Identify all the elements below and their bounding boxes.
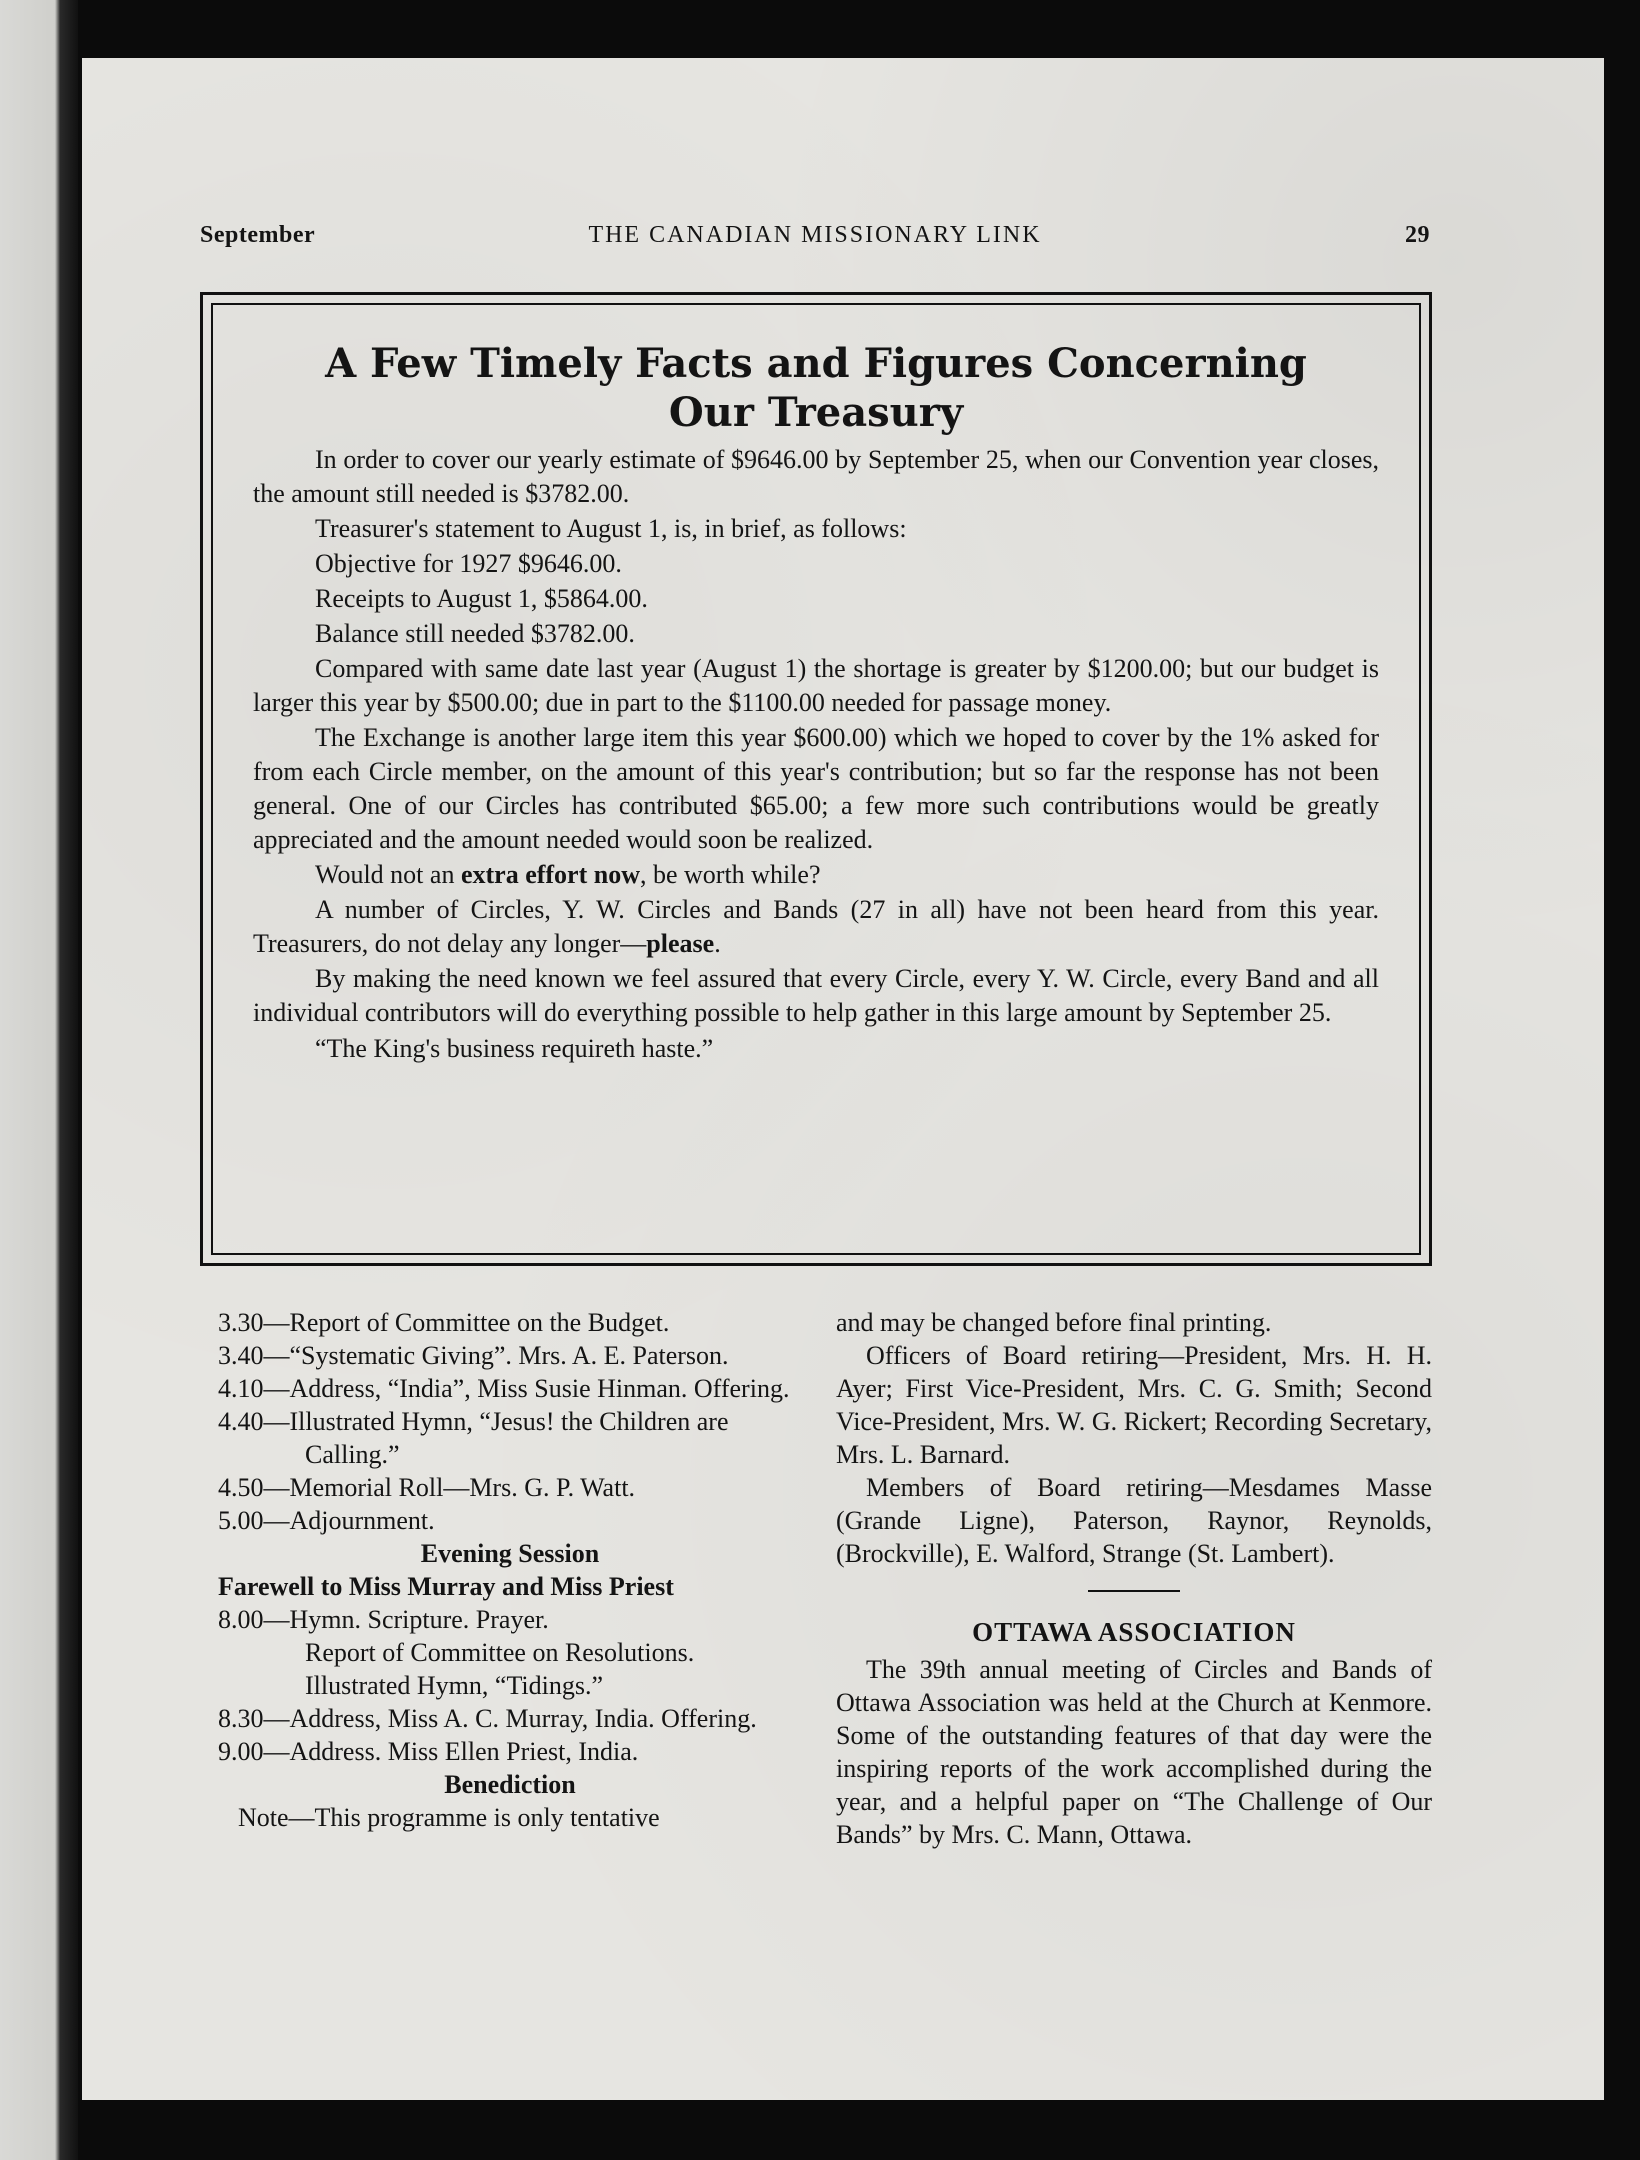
- appeal-paragraph: By making the need known we feel assured that every Circle, every Y. W. Circle, every Band and all individual contributors will do everything possible to help gather in this large amount by September 25.: [253, 964, 1379, 1027]
- section-divider: [1088, 1590, 1180, 1592]
- closing-quote: “The King's business requireth haste.”: [315, 1034, 714, 1063]
- programme-item: 3.30—Report of Committee on the Budget.: [218, 1308, 670, 1337]
- running-header: [200, 222, 1430, 262]
- ottawa-association-text: The 39th annual meeting of Circles and Bands of Ottawa Association was held at the Church at Kenmore. Some of the outstanding features of that day were the inspiring reports of the work accomplished during the year, and a helpful paper on “The Challenge of Our Bands” by Mrs. C. Mann, Ottawa.: [836, 1655, 1432, 1849]
- farewell-heading: Farewell to Miss Murray and Miss Priest: [218, 1572, 674, 1601]
- title-line-1: A Few Timely Facts and Figures Concerning: [325, 340, 1307, 387]
- programme-item: 4.50—Memorial Roll—Mrs. G. P. Watt.: [218, 1473, 636, 1502]
- effort-before: Would not an: [315, 860, 461, 889]
- right-column: [836, 1306, 1432, 1851]
- programme-continuation: Report of Committee on Resolutions.: [305, 1638, 695, 1667]
- programme-item: 8.30—Address, Miss A. C. Murray, India. Offering.: [218, 1704, 757, 1733]
- title-line-2: Our Treasury: [668, 389, 964, 436]
- benediction-heading: Benediction: [444, 1770, 576, 1799]
- treasury-notice-title: [203, 339, 1429, 437]
- programme-item: 4.40—Illustrated Hymn, “Jesus! the Children are Calling.”: [218, 1407, 729, 1469]
- objective-line: Objective for 1927 $9646.00.: [315, 549, 622, 578]
- extra-effort-paragraph: [253, 858, 1379, 892]
- statement-intro: Treasurer's statement to August 1, is, in brief, as follows:: [315, 514, 907, 543]
- estimate-paragraph: In order to cover our yearly estimate of $9646.00 by September 25, when our Convention year closes, the amount still needed is $3782.00.: [253, 445, 1379, 508]
- treasury-notice-box: [200, 292, 1432, 1266]
- effort-after: , be worth while?: [639, 860, 821, 889]
- balance-line: Balance still needed $3782.00.: [315, 619, 635, 648]
- programme-item: 3.40—“Systematic Giving”. Mrs. A. E. Paterson.: [218, 1341, 729, 1370]
- circles-paragraph: [253, 893, 1379, 961]
- programme-note: Note—This programme is only tentative: [238, 1803, 660, 1832]
- circles-after: .: [714, 929, 721, 958]
- ottawa-association-heading: OTTAWA ASSOCIATION: [972, 1617, 1296, 1647]
- programme-item: 8.00—Hymn. Scripture. Prayer.: [218, 1605, 549, 1634]
- programme-item: 4.10—Address, “India”, Miss Susie Hinman. Offering.: [218, 1374, 790, 1403]
- scan-binding-edge: [0, 0, 78, 2160]
- evening-session-heading: Evening Session: [420, 1539, 600, 1568]
- programme-continuation: Illustrated Hymn, “Tidings.”: [305, 1671, 604, 1700]
- note-continuation: and may be changed before final printing.: [836, 1308, 1272, 1337]
- exchange-paragraph: The Exchange is another large item this year $600.00) which we hoped to cover by the 1% asked for from each Circle member, on the amount of this year's contribution; but so far the response has not been general. One of our Circles has contributed $65.00; a few more such contributions would be greatly appreciated and the amount needed would soon be realized.: [253, 723, 1379, 854]
- circles-bold: please: [646, 929, 715, 958]
- programme-item: 5.00—Adjournment.: [218, 1506, 435, 1535]
- page-number: 29: [1405, 222, 1430, 248]
- members-retiring: Members of Board retiring—Mesdames Masse (Grande Ligne), Paterson, Raynor, Reynolds, (Brockville), E. Walford, Strange (St. Lambert).: [836, 1473, 1432, 1568]
- treasury-notice-body: [253, 443, 1379, 1067]
- programme-item: 9.00—Address. Miss Ellen Priest, India.: [218, 1737, 639, 1766]
- receipts-line: Receipts to August 1, $5864.00.: [315, 584, 648, 613]
- programme-column: [218, 1306, 802, 1834]
- journal-title: THE CANADIAN MISSIONARY LINK: [588, 222, 1042, 248]
- effort-bold: extra effort now: [460, 860, 640, 889]
- officers-retiring: Officers of Board retiring—President, Mrs. H. H. Ayer; First Vice-President, Mrs. C. G. Smith; Second Vice-President, Mrs. W. G. Rickert; Recording Secretary, Mrs. L. Barnard.: [836, 1341, 1432, 1469]
- header-month: September: [200, 222, 316, 248]
- comparison-paragraph: Compared with same date last year (August 1) the shortage is greater by $1200.00; but our budget is larger this year by $500.00; due in part to the $1100.00 needed for passage money.: [253, 654, 1379, 717]
- circles-before: A number of Circles, Y. W. Circles and Bands (27 in all) have not been heard from this year. Treasurers, do not delay any longer—: [253, 895, 1379, 958]
